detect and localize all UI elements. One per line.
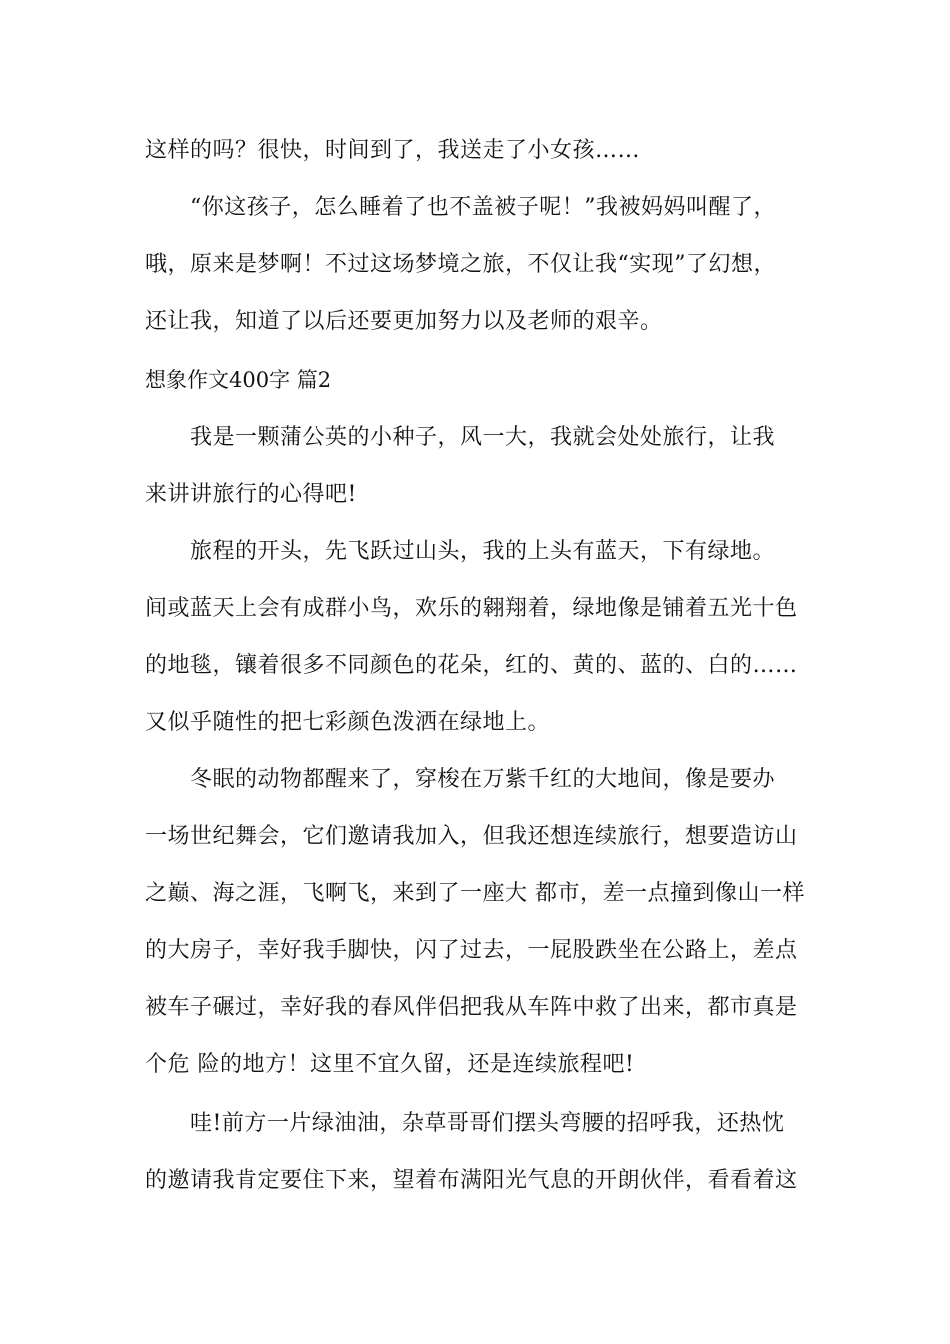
text-line: 之巅、海之涯，飞啊飞，来到了一座大 都市，差一点撞到像山一样 — [145, 881, 805, 906]
text-line: 个危 险的地方！这里不宜久留，还是连续旅程吧! — [145, 1052, 635, 1077]
text-line: 一场世纪舞会，它们邀请我加入，但我还想连续旅行，想要造访山 — [145, 824, 798, 849]
text-line: 被车子碾过，幸好我的春风伴侣把我从车阵中救了出来，都市真是 — [145, 995, 798, 1020]
text-line: 来讲讲旅行的心得吧! — [145, 482, 357, 507]
text-line: 的邀请我肯定要住下来，望着布满阳光气息的开朗伙伴，看看着这 — [145, 1168, 798, 1193]
text-line: 我是一颗蒲公英的小种子，风一大，我就会处处旅行，让我 — [145, 425, 776, 450]
text-line: 哦，原来是梦啊！不过这场梦境之旅，不仅让我“实现”了幻想， — [145, 252, 776, 277]
text-line: 冬眠的动物都醒来了，穿梭在万紫千红的大地间，像是要办 — [145, 767, 776, 792]
text-line: 旅程的开头，先飞跃过山头，我的上头有蓝天，下有绿地。 — [145, 539, 776, 564]
section-heading: 想象作文400字 篇2 — [145, 368, 332, 392]
text-line: 的地毯，镶着很多不同颜色的花朵，红的、黄的、蓝的、白的…… — [145, 653, 798, 678]
text-line: 哇!前方一片绿油油，杂草哥哥们摆头弯腰的招呼我，还热忱 — [145, 1111, 785, 1136]
text-line: 这样的吗？很快，时间到了，我送走了小女孩…… — [145, 138, 641, 163]
text-line: 的大房子，幸好我手脚快，闪了过去，一屁股跌坐在公路上，差点 — [145, 938, 798, 963]
text-line: 又似乎随性的把七彩颜色泼洒在绿地上。 — [145, 710, 551, 735]
text-line: 还让我，知道了以后还要更加努力以及老师的艰辛。 — [145, 309, 663, 334]
text-line: “你这孩子，怎么睡着了也不盖被子呢！”我被妈妈叫醒了， — [145, 195, 776, 220]
text-line: 间或蓝天上会有成群小鸟，欢乐的翱翔着，绿地像是铺着五光十色 — [145, 596, 798, 621]
